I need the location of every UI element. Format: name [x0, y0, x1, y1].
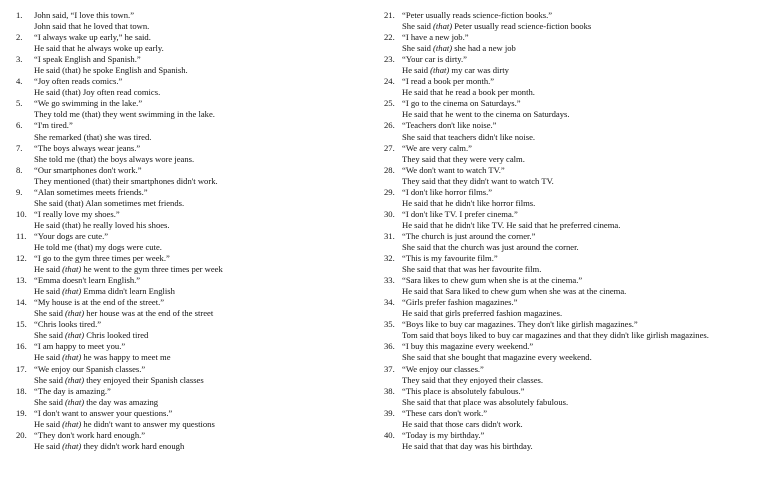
list-item [16, 275, 376, 297]
direct-speech: “This is my favourite film.” [402, 253, 498, 264]
direct-speech: “I have a new job.” [402, 32, 469, 43]
direct-speech: “I go to the cinema on Saturdays.” [402, 98, 521, 109]
list-item [16, 76, 376, 98]
list-item [16, 319, 376, 341]
answer-start: He said [34, 352, 63, 363]
direct-speech: “I read a book per month.” [402, 76, 495, 87]
reported-speech [34, 330, 376, 341]
answer-end: Emma didn't learn English [81, 286, 175, 297]
reported-speech [34, 441, 376, 452]
list-item [384, 209, 764, 231]
direct-speech: “Girls prefer fashion magazines.” [402, 297, 518, 308]
item-body [402, 297, 764, 319]
reported-speech: She said that she bought that magazine every weekend. [402, 352, 592, 363]
item-body [34, 120, 376, 142]
item-number: 21. [384, 10, 395, 20]
reported-speech: He said that that day was his birthday. [402, 440, 533, 451]
answer-optional-that: (that) [62, 440, 82, 451]
direct-speech: “I don't like horror films.” [402, 186, 493, 197]
reported-speech: They said that they were very calm. [402, 153, 525, 164]
item-body [402, 98, 764, 120]
item-number: 14. [16, 297, 27, 308]
item-number: 37. [384, 363, 395, 374]
direct-speech: “We enjoy our classes.” [402, 363, 484, 374]
reported-speech: They told me (that) they went swimming in the lake. [34, 109, 215, 120]
item-number: 9. [16, 186, 23, 197]
item-number: 12. [16, 253, 27, 264]
item-body [402, 209, 764, 231]
list-item [16, 231, 376, 253]
direct-speech: “We enjoy our Spanish classes.” [34, 363, 146, 374]
item-body [34, 76, 376, 98]
list-item [16, 54, 376, 76]
reported-speech: He said that he went to the cinema on Saturdays. [402, 109, 570, 120]
item-number: 26. [384, 120, 395, 131]
list-item [384, 187, 764, 209]
item-number: 32. [384, 253, 395, 264]
direct-speech: “I don't like TV. I prefer cinema.” [402, 208, 518, 219]
direct-speech: “Boys like to buy car magazines. They don't like girlish magazines.” [402, 319, 638, 330]
item-body [34, 297, 376, 319]
reported-speech: She remarked (that) she was tired. [34, 131, 152, 142]
direct-speech: “Emma doesn't learn English.” [34, 275, 141, 286]
item-number: 24. [384, 76, 395, 87]
item-number: 5. [16, 98, 23, 109]
reported-speech [34, 419, 376, 430]
list-item [384, 408, 764, 430]
direct-speech: “I go to the gym three times per week.” [34, 253, 170, 264]
reported-speech: He said (that) he spoke English and Spanish. [34, 65, 188, 76]
direct-speech: “Teachers don't like noise.” [402, 120, 497, 131]
reported-speech: She said (that) Alan sometimes met friends. [34, 197, 185, 208]
item-body [402, 76, 764, 98]
answer-start: He said [34, 440, 63, 451]
answer-optional-that: (that) [62, 352, 82, 363]
answer-end: he was happy to meet me [81, 352, 171, 363]
direct-speech: “I buy this magazine every weekend.” [402, 341, 534, 352]
item-number: 31. [384, 230, 395, 241]
answer-end: my car was dirty [449, 65, 509, 76]
answer-optional-that: (that) [430, 65, 450, 76]
direct-speech: “I always wake up early,” he said. [34, 32, 151, 43]
list-item [16, 209, 376, 231]
reported-speech [34, 375, 376, 386]
direct-speech: “Our smartphones don't work.” [34, 164, 142, 175]
list-item [384, 231, 764, 253]
item-number: 13. [16, 275, 27, 286]
direct-speech: “We are very calm.” [402, 142, 472, 153]
direct-speech: “I don't want to answer your questions.” [34, 407, 173, 418]
item-body [402, 54, 764, 76]
list-item [16, 253, 376, 275]
item-number: 8. [16, 164, 23, 175]
item-body [402, 319, 764, 341]
direct-speech: “The day is amazing.” [34, 385, 111, 396]
item-body [402, 253, 764, 275]
direct-speech: John said, “I love this town.” [34, 10, 135, 20]
answer-start: She said [34, 396, 66, 407]
list-item [384, 364, 764, 386]
answer-start: She said [402, 21, 434, 32]
right-column [384, 10, 764, 452]
reported-speech: He said (that) Joy often read comics. [34, 87, 161, 98]
item-body [402, 143, 764, 165]
item-number: 40. [384, 429, 395, 440]
answer-start: He said [402, 65, 431, 76]
item-number: 11. [16, 230, 27, 241]
answer-end: Peter usually read science-fiction books [452, 21, 592, 32]
item-body [34, 319, 376, 341]
item-number: 6. [16, 120, 23, 131]
reported-speech [402, 65, 764, 76]
item-body [402, 231, 764, 253]
answer-optional-that: (that) [65, 330, 85, 341]
direct-speech: “Today is my birthday.” [402, 429, 485, 440]
item-body [402, 120, 764, 142]
list-item [384, 275, 764, 297]
item-number: 34. [384, 297, 395, 308]
answer-optional-that: (that) [62, 264, 82, 275]
reported-speech: She told me (that) the boys always wore jeans. [34, 153, 195, 164]
list-item [384, 10, 764, 32]
reported-speech: He said that he read a book per month. [402, 87, 535, 98]
answer-optional-that: (that) [65, 374, 85, 385]
item-number: 33. [384, 275, 395, 286]
item-body [34, 187, 376, 209]
answer-end: he went to the gym three times per week [81, 264, 223, 275]
answer-end: they enjoyed their Spanish classes [84, 374, 204, 385]
direct-speech: “We don't want to watch TV.” [402, 164, 505, 175]
reported-speech: He said (that) he really loved his shoes. [34, 219, 170, 230]
item-body [402, 408, 764, 430]
item-body [34, 386, 376, 408]
item-number: 16. [16, 341, 27, 352]
reported-speech [34, 397, 376, 408]
item-body [34, 209, 376, 231]
answer-end: he didn't want to answer my questions [81, 418, 215, 429]
item-number: 38. [384, 385, 395, 396]
reported-speech [402, 43, 764, 54]
item-number: 10. [16, 208, 27, 219]
list-item [16, 32, 376, 54]
direct-speech: “Sara likes to chew gum when she is at the cinema.” [402, 275, 583, 286]
answer-end: Chris looked tired [84, 330, 149, 341]
reported-speech: He said that he always woke up early. [34, 43, 164, 54]
list-item [16, 165, 376, 187]
item-body [34, 364, 376, 386]
item-body [402, 187, 764, 209]
item-body [34, 231, 376, 253]
item-body [402, 430, 764, 452]
direct-speech: “Your dogs are cute.” [34, 230, 109, 241]
direct-speech: “The church is just around the corner.” [402, 230, 536, 241]
list-item [384, 32, 764, 54]
item-number: 22. [384, 32, 395, 43]
list-item [16, 187, 376, 209]
item-body [402, 275, 764, 297]
item-number: 17. [16, 363, 27, 374]
item-number: 39. [384, 407, 395, 418]
item-number: 29. [384, 186, 395, 197]
list-item [384, 143, 764, 165]
list-item [16, 10, 376, 32]
item-number: 25. [384, 98, 395, 109]
list-item [384, 341, 764, 363]
item-number: 7. [16, 142, 23, 153]
list-item [384, 165, 764, 187]
list-item [384, 120, 764, 142]
reported-speech: Tom said that boys liked to buy car magazines and that they didn't like girlish magazines. [402, 330, 709, 341]
reported-speech [34, 308, 376, 319]
item-number: 3. [16, 54, 23, 65]
direct-speech: “My house is at the end of the street.” [34, 297, 165, 308]
direct-speech: “I am happy to meet you.” [34, 341, 126, 352]
direct-speech: “They don't work hard enough.” [34, 429, 146, 440]
direct-speech: “The boys always wear jeans.” [34, 142, 141, 153]
direct-speech: “Your car is dirty.” [402, 54, 467, 65]
item-body [34, 54, 376, 76]
direct-speech: “Peter usually reads science-fiction books.” [402, 10, 553, 20]
direct-speech: “Alan sometimes meets friends.” [34, 186, 148, 197]
list-item [384, 430, 764, 452]
answer-optional-that: (that) [433, 21, 453, 32]
item-number: 35. [384, 319, 395, 330]
direct-speech: “We go swimming in the lake.” [34, 98, 143, 109]
list-item [384, 386, 764, 408]
item-body [402, 10, 764, 32]
reported-speech: She said that that place was absolutely fabulous. [402, 396, 569, 407]
direct-speech: “This place is absolutely fabulous.” [402, 385, 525, 396]
list-item [16, 430, 376, 452]
reported-speech: She said that that was her favourite film. [402, 264, 542, 275]
item-body [34, 32, 376, 54]
item-number: 23. [384, 54, 395, 65]
list-item [384, 297, 764, 319]
list-item [384, 54, 764, 76]
list-item [16, 98, 376, 120]
answer-optional-that: (that) [62, 418, 82, 429]
direct-speech: “I speak English and Spanish.” [34, 54, 141, 65]
list-item [16, 143, 376, 165]
answer-start: She said [34, 308, 66, 319]
reported-speech: She said that teachers didn't like noise. [402, 131, 536, 142]
answer-optional-that: (that) [433, 43, 453, 54]
list-item [384, 319, 764, 341]
answer-end: she had a new job [452, 43, 516, 54]
direct-speech: “Chris looks tired.” [34, 319, 102, 330]
list-item [16, 408, 376, 430]
item-body [402, 165, 764, 187]
item-number: 1. [16, 10, 23, 20]
item-number: 30. [384, 208, 395, 219]
reported-speech [402, 21, 764, 32]
item-number: 28. [384, 164, 395, 175]
answer-optional-that: (that) [65, 308, 85, 319]
item-number: 4. [16, 76, 23, 87]
item-body [402, 364, 764, 386]
item-number: 20. [16, 429, 27, 440]
answer-start: She said [34, 374, 66, 385]
reported-speech [34, 352, 376, 363]
answer-start: She said [34, 330, 66, 341]
answer-optional-that: (that) [65, 396, 85, 407]
reported-speech: He said that he didn't like horror films. [402, 197, 536, 208]
answer-start: He said [34, 264, 63, 275]
answer-start: She said [402, 43, 434, 54]
item-body [34, 253, 376, 275]
item-body [402, 386, 764, 408]
item-number: 19. [16, 407, 27, 418]
item-body [34, 143, 376, 165]
item-number: 27. [384, 142, 395, 153]
list-item [16, 386, 376, 408]
reported-speech: John said that he loved that town. [34, 21, 150, 32]
answer-end: the day was amazing [84, 396, 159, 407]
reported-speech: They said that they enjoyed their classes. [402, 374, 544, 385]
item-number: 2. [16, 32, 23, 43]
item-body [34, 98, 376, 120]
direct-speech: “These cars don't work.” [402, 407, 488, 418]
item-body [34, 10, 376, 32]
reported-speech: He told me (that) my dogs were cute. [34, 241, 162, 252]
list-item [384, 76, 764, 98]
reported-speech: He said that girls preferred fashion magazines. [402, 308, 563, 319]
reported-speech [34, 264, 376, 275]
item-body [34, 430, 376, 452]
item-body [34, 408, 376, 430]
answer-start: He said [34, 286, 63, 297]
item-body [34, 275, 376, 297]
list-item [16, 341, 376, 363]
reported-speech: He said that he didn't like TV. He said that he preferred cinema. [402, 219, 621, 230]
reported-speech: He said that Sara liked to chew gum when she was at the cinema. [402, 286, 627, 297]
answer-end: they didn't work hard enough [81, 440, 185, 451]
reported-speech [34, 286, 376, 297]
list-item [384, 253, 764, 275]
item-body [34, 165, 376, 187]
direct-speech: “I really love my shoes.” [34, 208, 120, 219]
list-item [16, 364, 376, 386]
item-number: 36. [384, 341, 395, 352]
left-column [16, 10, 376, 452]
reported-speech: He said that those cars didn't work. [402, 418, 523, 429]
reported-speech: They said that they didn't want to watch TV. [402, 175, 554, 186]
item-number: 18. [16, 385, 27, 396]
direct-speech: “Joy often reads comics.” [34, 76, 123, 87]
item-number: 15. [16, 319, 27, 330]
reported-speech: They mentioned (that) their smartphones didn't work. [34, 175, 218, 186]
answer-end: her house was at the end of the street [84, 308, 214, 319]
list-item [384, 98, 764, 120]
answer-start: He said [34, 418, 63, 429]
reported-speech: She said that the church was just around the corner. [402, 241, 579, 252]
item-body [402, 32, 764, 54]
answer-optional-that: (that) [62, 286, 82, 297]
list-item [16, 120, 376, 142]
list-item [16, 297, 376, 319]
item-body [402, 341, 764, 363]
item-body [34, 341, 376, 363]
direct-speech: “I'm tired.” [34, 120, 73, 131]
